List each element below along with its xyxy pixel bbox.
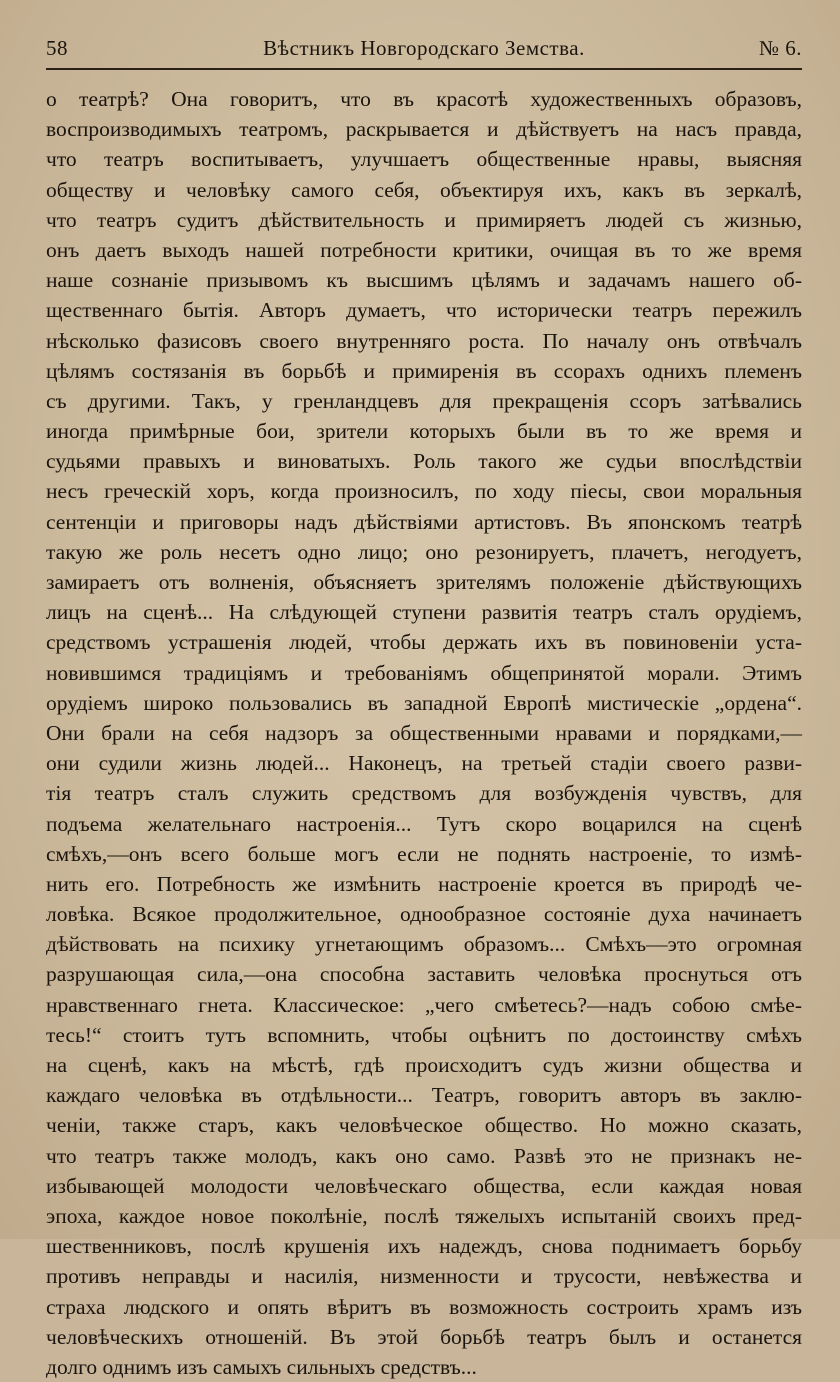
text-line: орудіемъ широко пользовались въ западной Европѣ мистическіе „ордена“. (46, 690, 802, 715)
text-line: нѣсколько фазисовъ своего внутренняго роста. По началу онъ отвѣчалъ (46, 328, 802, 353)
text-line: ченіи, также старъ, какъ человѣческое общество. Но можно сказать, (46, 1113, 802, 1138)
journal-title: Вѣстникъ Новгородскаго Земства. (263, 36, 585, 60)
text-line: противъ неправды и насилія, низменности и трусости, невѣжества и (46, 1264, 802, 1289)
text-line: эпоха, каждое новое поколѣніе, послѣ тяжелыхъ испытаній своихъ пред- (46, 1203, 802, 1228)
text-line: цѣлямъ состязанія въ борьбѣ и примиренія въ ссорахъ однихъ племенъ (46, 358, 802, 383)
text-line: каждаго человѣка въ отдѣльности... Театръ, говоритъ авторъ въ заклю- (46, 1083, 802, 1108)
text-line: средствомъ устрашенія людей, чтобы держать ихъ въ повиновеніи уста- (46, 630, 802, 655)
text-line: страха людского и опять вѣритъ въ возможность состроить храмъ изъ (46, 1294, 802, 1319)
text-line: щественнаго бытія. Авторъ думаетъ, что исторически театръ пережилъ (46, 298, 802, 323)
text-line: дѣйствовать на психику угнетающимъ образомъ... Смѣхъ—это огромная (46, 932, 802, 957)
text-line: ловѣка. Всякое продолжительное, однообразное состояніе духа начинаетъ (46, 902, 802, 927)
text-line: на сценѣ, какъ на мѣстѣ, гдѣ происходитъ судъ жизни общества и (46, 1053, 802, 1077)
text-line: судьями правыхъ и виноватыхъ. Роль такого же судьи впослѣдствіи (46, 449, 802, 474)
article-text (46, 84, 802, 1382)
text-line: иногда примѣрные бои, зрители которыхъ были въ то же время и (46, 419, 802, 444)
text-line: наше сознаніе призывомъ къ высшимъ цѣлямъ и задачамъ нашего об- (46, 268, 802, 293)
text-line: съ другими. Такъ, у гренландцевъ для прекращенія ссоръ затѣвались (46, 388, 802, 413)
text-line: онъ даетъ выходъ нашей потребности критики, очищая въ то же время (46, 237, 802, 262)
text-line: тесь!“ стоитъ тутъ вспомнить, чтобы оцѣнитъ по достоинству смѣхъ (46, 1022, 802, 1047)
text-line: подъема желательнаго настроенія... Тутъ скоро воцарился на сценѣ (46, 811, 802, 836)
text-line: нравственнаго гнета. Классическое: „чего смѣетесь?—надъ собою смѣе- (46, 992, 802, 1017)
issue-number: № 6. (758, 36, 802, 60)
text-line: что театръ судитъ дѣйствительность и примиряетъ людей съ жизнью, (46, 207, 802, 232)
text-line: разрушающая сила,—она способна заставить человѣка проснуться отъ (46, 962, 802, 987)
text-line: они судили жизнь людей... Наконецъ, на третьей стадіи своего разви- (46, 751, 802, 776)
header-rule (46, 68, 802, 70)
text-line: нить его. Потребность же измѣнить настроеніе кроется въ природѣ че- (46, 871, 802, 896)
text-line: что театръ также молодъ, какъ оно само. Развѣ это не признакъ не- (46, 1143, 802, 1168)
text-line: что театръ воспитываетъ, улучшаетъ общественные нравы, выясняя (46, 147, 802, 172)
text-line: воспроизводимыхъ театромъ, раскрывается и дѣйствуетъ на насъ правда, (46, 117, 802, 142)
text-line: Они брали на себя надзоръ за общественными нравами и порядками,— (46, 720, 802, 745)
text-line: сентенціи и приговоры надъ дѣйствіями артистовъ. Въ японскомъ театрѣ (46, 509, 802, 534)
text-line: о театрѣ? Она говоритъ, что въ красотѣ художественныхъ образовъ, (46, 87, 802, 111)
running-head (46, 36, 802, 66)
page-number: 58 (46, 36, 68, 60)
text-line: избывающей молодости человѣческаго общества, если каждая новая (46, 1173, 802, 1198)
text-line: несъ греческій хоръ, когда произносилъ, по ходу піесы, свои моральныя (46, 479, 802, 504)
text-line: обществу и человѣку самого себя, объектируя ихъ, какъ въ зеркалѣ, (46, 177, 802, 202)
text-line: такую же роль несетъ одно лицо; оно резонируетъ, плачетъ, негодуетъ, (46, 539, 802, 564)
text-line: шественниковъ, послѣ крушенія ихъ надеждъ, снова поднимаетъ борьбу (46, 1234, 802, 1259)
text-line: долго однимъ изъ самыхъ сильныхъ средствъ... (46, 1354, 477, 1379)
text-line: лицъ на сценѣ... На слѣдующей ступени развитія театръ сталъ орудіемъ, (46, 600, 802, 625)
text-line: смѣхъ,—онъ всего больше могъ если не поднять настроеніе, то измѣ- (46, 841, 802, 866)
text-line: человѣческихъ отношеній. Въ этой борьбѣ театръ былъ и останется (46, 1324, 802, 1349)
text-line: тія театръ сталъ служить средствомъ для возбужденія чувствъ, для (46, 781, 802, 806)
text-line: новившимся традиціямъ и требованіямъ общепринятой морали. Этимъ (46, 660, 802, 685)
text-line: замираетъ отъ волненія, объясняетъ зрителямъ положеніе дѣйствующихъ (46, 570, 802, 594)
